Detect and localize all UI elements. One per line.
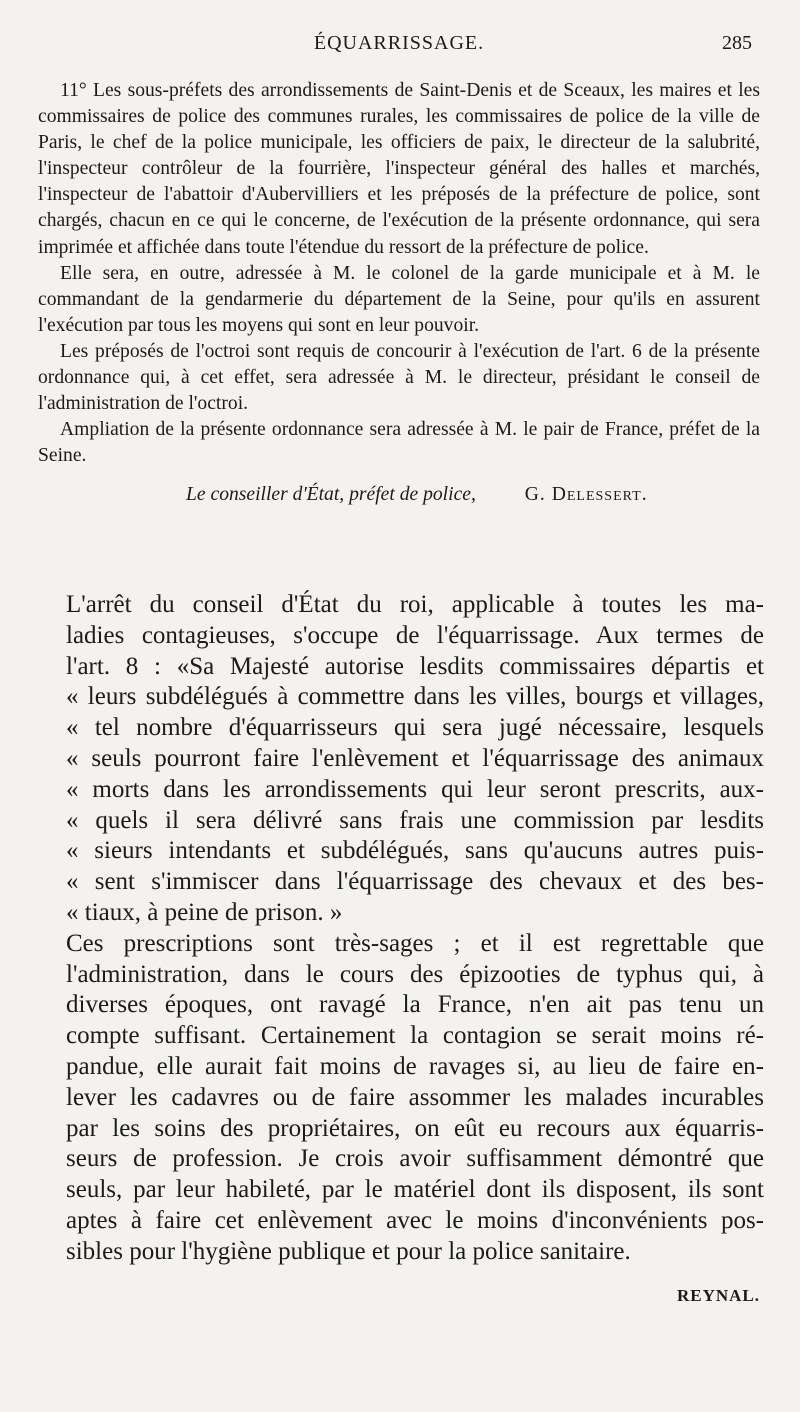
running-header [38, 32, 760, 60]
running-title: ÉQUARRISSAGE. [313, 32, 485, 54]
ordinance-signature [38, 482, 760, 508]
text-line: seuls, par leur habileté, par le matériel dont ils disposent, ils sont [66, 1176, 764, 1204]
text-line: « seuls pourront faire l'enlèvement et l'équarrissage des animaux [66, 744, 764, 772]
text-line: par les soins des propriétaires, on eût eu recours aux équarris- [66, 1114, 764, 1142]
text-line: l'administration, dans le cours des épizooties de typhus qui, à [66, 960, 764, 988]
text-line: pandue, elle aurait fait moins de ravages si, au lieu de faire en- [66, 1052, 764, 1080]
ordinance-text [38, 78, 760, 508]
ordinance-paragraph: 11° Les sous-préfets des arrondissements de Saint-Denis et de Sceaux, les maires et les commissaires de police des communes rurales, les commissaires de police de la ville de Paris, le chef de la police municipale, les officiers de paix, le directeur de la salubrité, l'inspecteur contrôleur de la fourrière, l'inspecteur général des halles et marchés, l'inspecteur de l'abattoir d'Aubervilliers et les préposés de la préfecture de police, sont chargés, chacun en ce qui le concerne, de l'exécution de la présente ordonnance, qui sera imprimée et affichée dans toute l'étendue du ressort de la préfecture de police. [38, 80, 760, 258]
text-line: « sent s'immiscer dans l'équarrissage des chevaux et des bes- [66, 868, 764, 896]
text-line: « quels il sera délivré sans frais une commission par lesdits [66, 806, 764, 834]
text-line: aptes à faire cet enlèvement avec le moins d'inconvénients pos- [66, 1206, 764, 1234]
text-line: « tiaux, à peine de prison. » [66, 898, 343, 926]
text-line: « tel nombre d'équarrisseurs qui sera jugé nécessaire, lesquels [66, 714, 764, 742]
text-line: L'arrêt du conseil d'État du roi, applicable à toutes les ma- [66, 591, 764, 618]
text-line: sibles pour l'hygiène publique et pour la police sanitaire. [66, 1237, 631, 1265]
text-line: Ces prescriptions sont très-sages ; et il est regrettable que [66, 929, 764, 957]
signature-role: Le conseiller d'État, préfet de police, [186, 484, 476, 506]
text-line: seurs de profession. Je crois avoir suffisamment démontré que [66, 1145, 764, 1173]
signature-name: G. Delessert. [524, 484, 648, 506]
author-signature: REYNAL. [676, 1286, 760, 1305]
ordinance-paragraph: Elle sera, en outre, adressée à M. le colonel de la garde municipale et à M. le commandant de la gendarmerie du département de la Seine, pour qu'ils en assurent l'exécution par tous les moyens qui sont en leur pouvoir. [38, 262, 760, 336]
text-line: « sieurs intendants et subdélégués, sans qu'aucuns autres puis- [66, 837, 764, 865]
text-line: l'art. 8 : «Sa Majesté autorise lesdits commissaires départis et [66, 652, 764, 680]
text-line: lever les cadavres ou de faire assommer les malades incurables [66, 1083, 764, 1111]
ordinance-paragraph: Ampliation de la présente ordonnance sera adressée à M. le pair de France, préfet de la Seine. [38, 419, 760, 467]
page-number: 285 [722, 32, 752, 54]
text-line: « morts dans les arrondissements qui leur seront prescrits, aux- [66, 775, 764, 803]
text-line: ladies contagieuses, s'occupe de l'équarrissage. Aux termes de [66, 621, 764, 649]
ordinance-paragraph: Les préposés de l'octroi sont requis de concourir à l'exécution de l'art. 6 de la présente ordonnance qui, à cet effet, sera adressée à M. le directeur, présidant le conseil de l'administration de l'octroi. [38, 340, 760, 415]
text-line: « leurs subdélégués à commettre dans les villes, bourgs et villages, [66, 683, 764, 711]
text-line: diverses époques, ont ravagé la France, n'en ait pas tenu un [66, 991, 764, 1019]
commentary-paragraph-2 [38, 929, 764, 1268]
text-line: compte suffisant. Certainement la contagion se serait moins ré- [66, 1022, 764, 1050]
commentary-paragraph-1 [38, 590, 764, 929]
commentary-text [38, 590, 764, 1268]
